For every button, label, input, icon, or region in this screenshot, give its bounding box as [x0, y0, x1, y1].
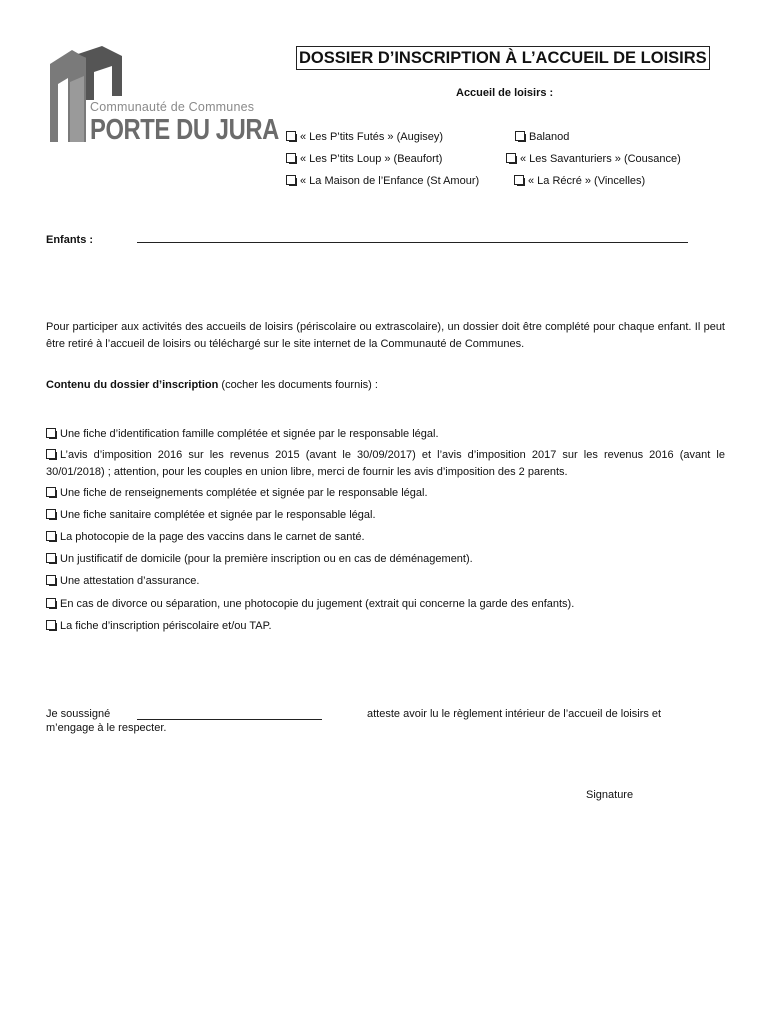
doc-item[interactable]: Une attestation d’assurance. [46, 573, 725, 590]
page-title: DOSSIER D’INSCRIPTION À L’ACCUEIL DE LOISIRS [296, 46, 710, 70]
checkbox-icon[interactable] [46, 449, 56, 459]
option-savanturiers[interactable]: « Les Savanturiers » (Cousance) [506, 153, 681, 165]
checkbox-icon[interactable] [506, 153, 516, 163]
option-balanod[interactable]: Balanod [515, 131, 569, 143]
logo-name: PORTE DU JURA [90, 114, 279, 146]
checkbox-icon[interactable] [46, 620, 56, 630]
checkbox-icon[interactable] [515, 131, 525, 141]
doc-item[interactable]: La fiche d’inscription périscolaire et/ou TAP. [46, 618, 725, 635]
contenu-note: (cocher les documents fournis) : [218, 379, 378, 391]
enfants-label: Enfants : [46, 234, 94, 246]
checkbox-icon[interactable] [46, 575, 56, 585]
option-ptits-futes[interactable]: « Les P’tits Futés » (Augisey) [286, 131, 443, 143]
checkbox-icon[interactable] [286, 153, 296, 163]
checkbox-icon[interactable] [46, 509, 56, 519]
doc-item[interactable]: En cas de divorce ou séparation, une photocopie du jugement (extrait qui concerne la garde des enfants). [46, 596, 725, 613]
doc-item[interactable]: La photocopie de la page des vaccins dans le carnet de santé. [46, 529, 725, 546]
engage-text: m’engage à le respecter. [46, 722, 167, 734]
doc-item[interactable]: L’avis d’imposition 2016 sur les revenus 2015 (avant le 30/09/2017) et l’avis d’imposition 2017 sur les revenus 2016 (avant le 30/01/2018) ; attention, pour les couples en union libre, merci de fournir les avis d’imposition des 2 parents. [46, 449, 725, 478]
contenu-heading [46, 379, 378, 391]
checkbox-icon[interactable] [46, 487, 56, 497]
enfants-field[interactable] [137, 242, 688, 243]
option-la-recre[interactable]: « La Récré » (Vincelles) [514, 175, 645, 187]
checkbox-icon[interactable] [46, 598, 56, 608]
doc-item[interactable]: Une fiche de renseignements complétée et signée par le responsable légal. [46, 485, 725, 502]
contenu-label: Contenu du dossier d’inscription [46, 379, 219, 391]
atteste-text: atteste avoir lu le règlement intérieur de l’accueil de loisirs et [367, 708, 662, 720]
doc-item[interactable]: Un justificatif de domicile (pour la première inscription ou en cas de déménagement). [46, 551, 725, 568]
checkbox-icon[interactable] [46, 531, 56, 541]
accueil-label: Accueil de loisirs : [456, 87, 554, 99]
logo-subtitle: Communauté de Communes [90, 100, 255, 114]
checkbox-icon[interactable] [46, 553, 56, 563]
checkbox-icon[interactable] [286, 131, 296, 141]
checkbox-icon[interactable] [286, 175, 296, 185]
option-maison-enfance[interactable]: « La Maison de l’Enfance (St Amour) [286, 175, 479, 187]
checkbox-icon[interactable] [46, 428, 56, 438]
je-soussigne-label: Je soussigné [46, 708, 111, 720]
signature-label: Signature [586, 789, 634, 801]
checkbox-icon[interactable] [514, 175, 524, 185]
option-ptits-loup[interactable]: « Les P’tits Loup » (Beaufort) [286, 153, 442, 165]
intro-paragraph: Pour participer aux activités des accueils de loisirs (périscolaire ou extrascolaire), un dossier doit être complété pour chaque enfant. Il peut être retiré à l’accueil de loisirs ou téléchargé sur le site internet de la Communauté de Communes. [46, 321, 725, 350]
doc-item[interactable]: Une fiche d’identification famille complétée et signée par le responsable légal. [46, 426, 725, 443]
doc-item[interactable]: Une fiche sanitaire complétée et signée par le responsable légal. [46, 507, 725, 524]
name-field[interactable] [137, 719, 322, 720]
